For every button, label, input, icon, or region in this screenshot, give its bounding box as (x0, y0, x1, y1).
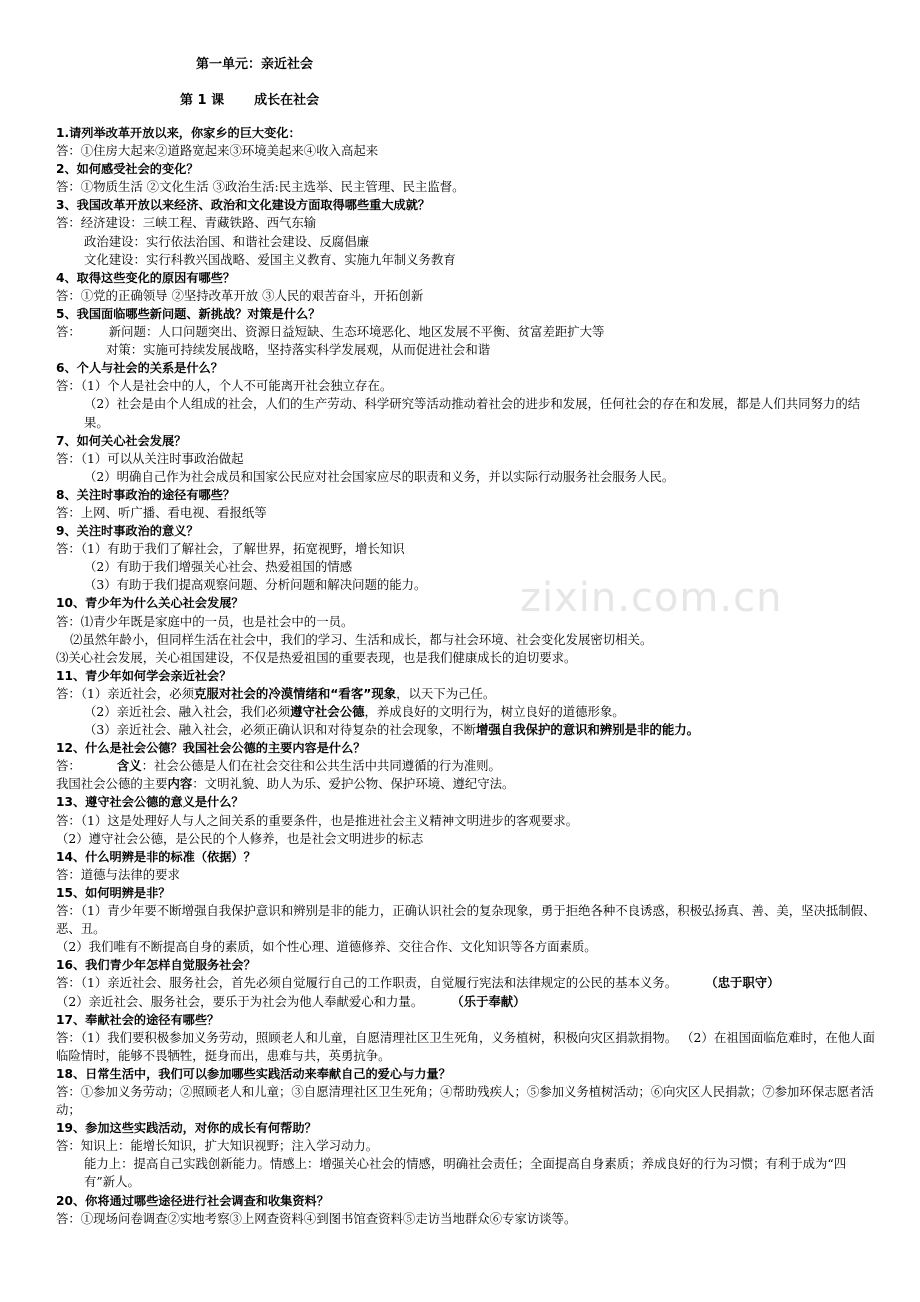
answer-1: 答：①住房大起来②道路宽起来③环境美起来④收入高起来 (56, 143, 379, 159)
answer-5-problems (56, 323, 876, 341)
answer-19-1: 答：知识上：能增长知识，扩大知识视野；注入学习动力。 (56, 1138, 379, 1154)
answer-20: 答：①现场问卷调查②实地考察③上网查资料④到图书馆查资料⑤走访当地群众⑥专家访谈等。 (56, 1210, 577, 1226)
answer-11-1-bold: 克服对社会的冷漠情绪和“看客”现象 (193, 685, 397, 701)
answer-11-2-c: ，养成良好的文明行为，树立良好的道德形象。 (364, 704, 625, 719)
question-5: 5、我国面临哪些新问题、新挑战？对策是什么？ (56, 306, 321, 321)
question-6: 6、个人与社会的关系是什么？ (56, 361, 223, 376)
answer-12-content (56, 775, 876, 793)
question-13: 13、遵守社会公德的意义是什么？ (56, 795, 244, 810)
lesson-title (180, 86, 876, 124)
answer-15-2: （2）我们唯有不断提高自身的素质，如个性心理、道德修养、交往合作、文化知识等各方面素质。 (56, 939, 597, 955)
answer-12-meaning-label: 含义 (116, 758, 142, 774)
answer-5-measures: 对策：实施可持续发展战略，坚持落实科学发展观，从而促进社会和谐 (106, 342, 491, 358)
answer-12-meaning-text: ：社会公德是人们在社会交往和公共生活中共同遵循的行为准则。 (141, 758, 501, 774)
answer-12-content-label: 内容 (167, 776, 193, 792)
answer-13-1: 答：（1）这是处理好人与人之间关系的重要条件，也是推进社会主义精神文明进步的客观要求。 (56, 812, 579, 828)
answer-9-3: （3）有助于我们提高观察问题、分析问题和解决问题的能力。 (84, 577, 427, 593)
answer-11-2-bold: 遵守社会公德 (290, 704, 365, 719)
answer-16-2-text: （2）亲近社会、服务社会，要乐于为社会为他人奉献爱心和力量。 (56, 993, 424, 1009)
answer-6-1: 答：（1）个人是社会中的人，个人不可能离开社会独立存在。 (56, 378, 393, 394)
lesson-name: 成长在社会 (254, 93, 320, 108)
answer-16-2 (56, 993, 876, 1011)
answer-14: 答：道德与法律的要求 (56, 866, 180, 882)
question-2: 2、如何感受社会的变化？ (56, 162, 199, 177)
answer-11-1-c: ，以天下为己任。 (396, 685, 496, 701)
lesson-number: 第 1 课 (180, 93, 225, 108)
answer-5-problems-text: 新问题：人口问题突出、资源日益短缺、生态环境恶化、地区发展不平衡、贫富差距扩大等 (108, 324, 605, 340)
answer-9-2: （2）有助于我们增强关心社会、热爱祖国的情感 (84, 559, 353, 575)
answer-6-2: （2）社会是由个人组成的社会，人们的生产劳动、科学研究等活动推动着社会的进步和发展，任何社会的存在和发展，都是人们共同努力的结果。 (84, 396, 861, 430)
answer-12-meaning (56, 757, 876, 775)
question-12: 12、什么是社会公德？我国社会公德的主要内容是什么？ (56, 741, 366, 756)
answer-3-economy: 答：经济建设：三峡工程、青藏铁路、西气东输 (56, 215, 317, 231)
question-15: 15、如何明辨是非？ (56, 885, 171, 900)
question-3: 3、我国改革开放以来经济、政治和文化建设方面取得哪些重大成就？ (56, 198, 431, 213)
question-17: 17、奉献社会的途径有哪些？ (56, 1012, 220, 1027)
answer-12-content-text: ：文明礼貌、助人为乐、爱护公物、保护环境、遵纪守法。 (192, 776, 515, 792)
answer-12-content-a: 我国社会公德的主要 (56, 776, 168, 792)
unit-title: 第一单元：亲近社会 (196, 57, 314, 72)
answer-11-3-a: （3）亲近社会、融入社会，必须正确认识和对待复杂的社会现象，不断 (84, 722, 476, 738)
answer-16-2-tag: （乐于奉献） (451, 993, 526, 1009)
answer-16-1-text: 答：（1）亲近社会、服务社会，首先必须自觉履行自己的工作职责，自觉履行宪法和法律规定的公民的基本义务。 (56, 975, 678, 991)
answer-2: 答：①物质生活 ②文化生活 ③政治生活:民主选举、民主管理、民主监督。 (56, 179, 465, 195)
answer-18: 答：①参加义务劳动；②照顾老人和儿童；③自愿清理社区卫生死角；④帮助残疾人；⑤参加义务植树活动；⑥向灾区人民捐款；⑦参加环保志愿者活动； (56, 1083, 874, 1118)
answer-11-1-a: 答：（1）亲近社会，必须 (56, 685, 194, 701)
question-9: 9、关注时事政治的意义？ (56, 524, 199, 539)
answer-19-2: 能力上：提高自己实践创新能力。情感上：增强关心社会的情感，明确社会责任；全面提高自身素质；养成良好的行为习惯；有利于成为“四有”新人。 (84, 1156, 847, 1190)
answer-4: 答：①党的正确领导 ②坚持改革开放 ③人民的艰苦奋斗，开拓创新 (56, 287, 424, 303)
question-10: 10、青少年为什么关心社会发展？ (56, 596, 244, 611)
answer-7-2: （2）明确自己作为社会成员和国家公民应对社会国家应尽的职责和义务，并以实际行动服务社会服务人民。 (84, 468, 675, 484)
question-18: 18、日常生活中，我们可以参加哪些实践活动来奉献自己的爱心与力量？ (56, 1066, 451, 1081)
answer-8: 答：上网、听广播、看电视、看报纸等 (56, 504, 267, 520)
answer-3-politics: 政治建设：实行依法治国、和谐社会建设、反腐倡廉 (84, 233, 369, 249)
answer-11-3-bold: 增强自我保护的意识和辨别是非的能力。 (476, 722, 700, 738)
question-20: 20、你将通过哪些途径进行社会调查和收集资料？ (56, 1193, 329, 1208)
answer-10-2: ⑵虽然年龄小，但同样生活在社会中，我们的学习、生活和成长，都与社会环境、社会变化发展密切相关。 (70, 631, 653, 647)
answer-10-1: 答：⑴青少年既是家庭中的一员，也是社会中的一员。 (56, 613, 354, 629)
question-19: 19、参加这些实践活动，对你的成长有何帮助？ (56, 1121, 317, 1136)
answer-17: 答：（1）我们要积极参加义务劳动，照顾老人和儿童，自愿清理社区卫生死角，义务植树，积极向灾区捐款捐物。 （2）在祖国面临危难时，在他人面临险情时，能够不畏牺牲，挺身而出，患难与共，英勇抗争。 (56, 1029, 875, 1063)
answer-11-3 (56, 721, 876, 739)
question-8: 8、关注时事政治的途径有哪些？ (56, 487, 236, 502)
answer-11-1 (56, 685, 876, 703)
watermark: zixin.com.cn (520, 575, 783, 621)
document-page (56, 50, 876, 1228)
answer-15-1: 答：（1）青少年要不断增强自我保护意识和辨别是非的能力，正确认识社会的复杂现象，勇于拒绝各种不良诱惑，积极弘扬真、善、美，坚决抵制假、恶、丑。 (56, 903, 876, 937)
answer-10-3: ⑶关心社会发展，关心祖国建设，不仅是热爱祖国的重要表现，也是我们健康成长的迫切要求。 (56, 649, 577, 665)
question-16: 16、我们青少年怎样自觉服务社会？ (56, 958, 256, 973)
answer-13-2: （2）遵守社会公德，是公民的个人修养，也是社会文明进步的标志 (56, 830, 424, 846)
question-7: 7、如何关心社会发展？ (56, 433, 187, 448)
answer-7-1: 答：（1）可以从关注时事政治做起 (56, 450, 244, 466)
answer-9-1: 答：（1）有助于我们了解社会，了解世界，拓宽视野，增长知识 (56, 541, 405, 557)
answer-16-1-tag: （忠于职守） (705, 975, 780, 991)
question-11: 11、青少年如何学会亲近社会？ (56, 668, 232, 683)
answer-11-2-a: （2）亲近社会、融入社会，我们必须 (84, 704, 291, 719)
answer-prefix: 答： (56, 324, 81, 340)
answer-16-1 (56, 974, 876, 992)
question-4: 4、取得这些变化的原因有哪些？ (56, 270, 236, 285)
answer-11-2 (56, 703, 876, 721)
answer-prefix: 答： (56, 758, 81, 774)
answer-3-culture: 文化建设：实行科教兴国战略、爱国主义教育、实施九年制义务教育 (84, 251, 456, 267)
question-1: 1.请列举改革开放以来，你家乡的巨大变化： (56, 126, 301, 140)
question-14: 14、什么明辨是非的标准（依据）？ (56, 849, 256, 864)
